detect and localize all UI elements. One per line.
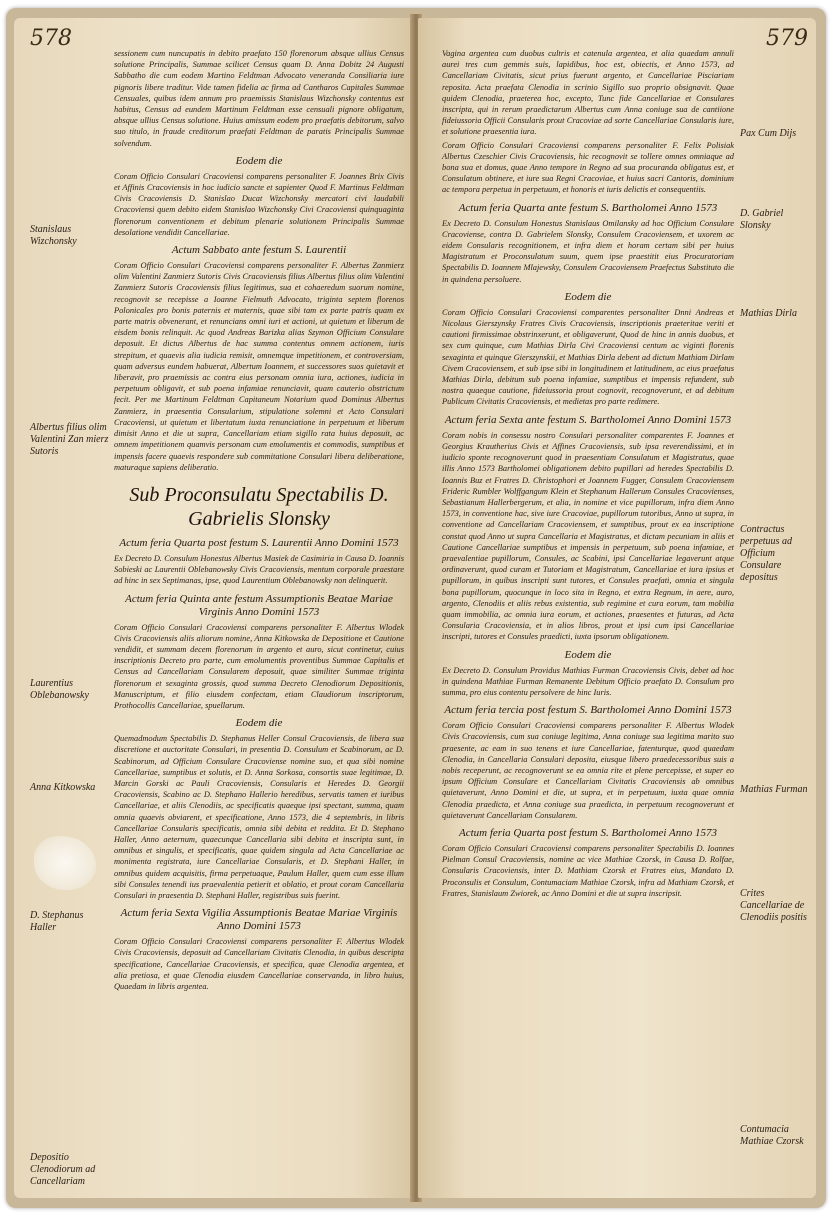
entry-paragraph: Coram Officio Consulari Cracoviensi comparens personaliter F. Joannes Brix Civis et Affinis Cracoviensis in hoc iudicio sancte et sapienter Quod F. Martinus Feldtman Civis Cracoviensis D. Stanislao Ducat Wizchonsky mercatori civi laudabili Cracoviensi quem debito eidem Stanislao Wizchonsky Civi Cracoviensi quinquaginta florenorum conventionem et debitum plenarie solutionem Principalis Summae desolatione vendidit Cancellariae. bbox=[114, 171, 404, 237]
entry-paragraph: Coram Officio Consulari Cracoviensi comparens personaliter F. Albertus Wlodek Civis Cracoviensis, cum sua coniuge legitima, Anna coniuge sua legitima marito suo praesente, ac eam in suo tenens et iure Cancellariae, fatenturque, quod quaedam Clenodia, in Cancellaria Consulari deposita, eiusque libero praedecessoribus suis a nobis receperunt, ac recognoverunt se ea omnia rite et plene percepisse, et super eo ipsum Officium Consulare et Cancellariam Civitatis Cracoviensis ab omnibus quietaverunt, Anno Domini et die, ut supra, et in perpetuum, iuxta quae omnia Clenodia praedicta, et Anna coniuge sua praedicta, in perpetuum recognoverunt et quietaverunt Cancellariam Consularem. bbox=[442, 721, 734, 820]
left-page-text-column bbox=[114, 48, 404, 994]
margin-note: Stanislaus Wizchonsky bbox=[30, 224, 77, 247]
entry-heading: Eodem die bbox=[564, 648, 612, 661]
book bbox=[6, 8, 826, 1208]
margin-note: D. Stephanus Haller bbox=[30, 910, 84, 933]
entry-heading: Actum feria Sexta ante festum S. Bartholomei Anno Domini 1573 bbox=[444, 413, 732, 426]
margin-note: Mathias Furman bbox=[740, 784, 808, 795]
margin-note: Albertus filius olim Valentini Zan mierz Sutoris bbox=[30, 422, 109, 457]
entry-heading: Eodem die bbox=[235, 154, 283, 167]
margin-note: Contumacia Mathiae Czorsk bbox=[740, 1124, 804, 1147]
margin-note: Contractus perpetuus ad Officium Consulare depositus bbox=[740, 524, 792, 583]
entry-paragraph: Ex Decreto D. Consulum Honestus Albertus Masiek de Casimiria in Causa D. Ioannis Sobieski ac Laurentii Oblebanowsky Civis Cracoviensis, mentum corporale praestare ad hinc in sex Septimanas, ipse, quod Laurentium Oblebanowsky non delinquerit. bbox=[114, 553, 404, 586]
entry-heading: Eodem die bbox=[564, 290, 612, 303]
entry-paragraph: sessionem cum nuncupatis in debito praefato 150 florenorum absque ullius Census solutione Principalis, Summae scilicet Census quam D. Anna Dobitz 24 Augusti Sabbatho die cum eodem Martino Feldtman Advocato veneranda Consiliaria iure pignoris libere traditur. Vide tamen fidelia ac firma ad Cantharos Capitales Summae Censuales, quibus idem annum pro praemissis Stanislaus Wizchonsky contentus est habitus, Census ad eundem Martinum Feldtman esse censuali pignore obligatum, absque ullius Census solutione. Huius amissum eodem pro praefatis debitorum, salvo suo titulo, in fraude creditorum praefati Feldtman de paratis Principalis Summae solvendum. bbox=[114, 49, 404, 148]
entry-paragraph: Coram Officio Consulari Cracoviensi comparens personaliter F. Felix Polisiak Albertus Czeschier Civis Cracoviensis, hic recognovit se tollere omnes omniaque ad bona sua et domus, quae Anno tempore in Regno ad sua procuranda obligatus est, et Consulatum obtinere, et iure sua Regni Cracoviae, et huius sacri Cantoris, dominium ac tempora perpetua in perpetuum, et honoris et iuris delictis et consequentiis. bbox=[442, 140, 734, 195]
entry-heading: Actum feria Quarta post festum S. Laurentii Anno Domini 1573 bbox=[119, 536, 399, 549]
margin-note: Pax Cum Dijs bbox=[740, 128, 797, 139]
entry-paragraph: Coram Officio Consulari Cracoviensi comparens personaliter F. Albertus Wlodek Civis Cracoviensis aliis aliorum nomine, Anna Kitkowska de Depositione et Cautione vendidit, et summam decem florenorum in argento et auro, sicut continetur, cuius inscriptionis Decreto pro parte, cum emolumentis proventibus Summae Capitalis et Census ad Cancellariam Consularem deposuit, quae similiter Summae triginta florenorum et sexaginta grossis, quod summa Decreto Clenodiorum Depositionis, Manuscriptum, et filio eiusdem confectam, etiam Claudiorum inscriptorum, Prothocollis Cancellariae, spuellarum. bbox=[114, 622, 404, 710]
margin-note: Depositio Clenodiorum ad Cancellariam bbox=[30, 1152, 96, 1187]
margin-note: Laurentius Oblebanowsky bbox=[30, 678, 89, 701]
margin-note: Crites Cancellariae de Clenodiis positis bbox=[740, 888, 807, 923]
entry-heading: Actum Sabbato ante festum S. Laurentii bbox=[171, 244, 347, 257]
entry-paragraph: Coram Officio Consulari Cracoviensi comparens personaliter F. Albertus Zanmierz olim Valentini Zanmierz Sutoris Civis Cracoviensis filius Albertus filius olim Valentini Zanmierz Sutoris Cracoviensis filius legitimus, sua et cohaeredum suorum nomine, recognovit se recepisse a Ioanne Fielmuth Advocato, triginta septem florenos Polonicales pro bonis paternis et maternis, quae sibi tam ex parte patris quam ex parte matris obvenerant, et renuncians omni iuri et actioni, ut quietum et liberum de eisdem bonis relinquit. Ac quod Andreas Barizka alias Szymon Officium Consulare deposuit. Et dictus Albertus de hac summa contentus omnem actionem, iuris strepitum, et quaevis alia iudicia remisit, omnemque impetitionem, et controversiam, quam adversus eundem habuerat, Albertum Ioannem, et successores suos quietavit et liberavit, pro praemissis ac contra eius personam omnia iura, actiones, iudicia in perpetuum obligavit, et sub poena infamiae renunciavit, quam cauterio obstrictum fecit. Per me Martinum Feldtman Capitaneum Notarium quod Dominus Albertus Zanmierz, in praesentia Consularium, stipulatione solemni et Acto Consulari Cracoviensi, ut quietum et libertatum iuxta renunciatione in perpetuum et liberum dimisit Anno et die ut supra, Cancellariam etiam sigillo rata huius deposuit, ac omnem impetitionem quamvis personam cum emolumentis et commodis, sumptibus et impensis facere quaevis respondere sub commitatione Consulari libera deliberatione, maturaque sapiens deliberatio. bbox=[114, 261, 404, 472]
entry-paragraph: Ex Decreto D. Consulum Providus Mathias Furman Cracoviensis Civis, debet ad hoc in quindena Mathiae Furman Remanente Debitum Officio praefato D. Consulum pro summa, pro eius contentu persolvere de hinc Iuris. bbox=[442, 665, 734, 697]
entry-heading: Eodem die bbox=[235, 717, 283, 730]
entry-paragraph: Quemadmodum Spectabilis D. Stephanus Heller Consul Cracoviensis, de libera sua discretione et auctoritate Consulari, in presentia D. Consulum et Scabinorum, ac D. Scabinorum, ad Officium Consulare Cracoviense nomine suo, et qua sibi nomine Cancellariae, sumptibus et solutis, et D. Anna Sorkosa, consortis suae legitimae, D. Marcin Gorski ac Pauli Cracoviensis, Consularis et Heredes D. Georgii Cracoviensis, Scabino ac D. Stephano Hallerio heredibus, servatis tamen et iuribus Cancellariae, et aliis Clenodiis, ac specificatis quaeque ipsi spectant, summa, quam omnia quaevis obviarent, et specificatione, Anno 1573, die 4 septembris, in libris Cancellariae Consularis specificatis, omnia sibi debita et reddita. Et D. Stephano Haller, Anno aeternum, quaecunque Cancellaria sibi debita et inscripta sunt, in omnibus et singulis, et specificatis, quae quidem singula ad Acta Cancellariae ac monimenta registrata, iure Cancellariae Consularis, et D. Stephani Haller, in omnibus quidem acquisitis, firma perpetuaque, Paulum Haller, quem cum esse illum sibi Consules tenendi ius praevalentia petierit et oblatio, et prout coram Cancellaria Consulari in praesentia D. Stephani Haller, registribus suis fuerint. bbox=[114, 734, 404, 900]
margin-note: Mathias Dirla bbox=[740, 308, 797, 319]
proconsulate-heading: Sub Proconsulatu Spectabilis D. Gabrielis Slonsky bbox=[129, 483, 389, 530]
entry-paragraph: Vagina argentea cum duobus cultris et catenula argentea, et alia quaedam annuli aurei tres cum gemmis suis, lapidibus, hoc est, obiectis, et Anno 1573, ad Cancellariam Civitatis, sicut prius fuerunt argento, et Cancellariae Pisciariam reposita. Acta praefata Clenodia in scrinio Sigillo suo proprio obsignavit. Quae quidem Clenodia, praeterea hoc, excepto, Tunc fide Cancellariae et Consulares inscripta, qui in rerum praedictarum Albertus cum Anna coniuge sua de cantiione fideiussoria Officii Consularis prout Cracoviae ad sorte Cancellariae Consularis iure, et solutione praesentia iura. bbox=[442, 49, 734, 137]
entry-heading: Actum feria Quarta ante festum S. Bartholomei Anno 1573 bbox=[458, 201, 718, 214]
right-page-text-column bbox=[442, 48, 734, 901]
right-page bbox=[418, 18, 816, 1198]
entry-paragraph: Coram nobis in consessu nostro Consulari personaliter comparentes F. Joannes et Georgius Krautherius Civis et Affines Cracoviensis, sub ipsa reverendissimi, et in iudicio sponte recognoverunt quod in praesentiam Consulatum et Magistratus, quae illis Anno 1573 Bartholomei obligationem debito pupillari ad heredes Spectabilis D. Ioannis Buz et Fratres D. Christophori et Joannem Fugger, Consulem Cracoviensem Frideric Rumbler Wolffgangum Klein et Stephanum Hallerum Consules Cracovienses, Sebastianum Hallerbergerum, et alia, in nomine et vice pupillorum, infra diem Anno 1573, in conventione hac, sive iure Cracoviae, pupillorum tutoribus, Anno ut supra, in conventione ad Cancellariam Cracoviensem, et sumptibus, prout ex ea inscriptione constat quod Anno ut supra Cancellaria et Magistratus, et dictam pecuniam in aliis et Cautione Cancellariae sumptibus et impensis in perpetuum, sub poena infamiae, et praevalentiae pupillorum, Consules, ac Scabini, ipsi Cancellariae legaverunt atque ordinaverunt, quod curam et Tutoriam et Magistratum, Cancellariae et iura ipsius et pupillorum, in quibus inscripti sunt tutores, et Consules praefati, omnia et singula bona pupillorum, quocunque in loco sita in Regno, et extra Regnum, in aere, auro, argento, Clenodiis et aliis rebus existentia, sub regimine et cura eorum, tam mobilia quam immobilia, ac omnia iura eorum, et actiones, praesentes et futuras, ad Acta Consularia Cracoviensia, et in alios libros, prout et ipsi cum ipsi Cancellariae inscripti, tutores et Consules praedicti, iuxta ipsorum obligationem. bbox=[442, 430, 734, 642]
paper-stain bbox=[34, 836, 96, 890]
margin-note: Anna Kitkowska bbox=[30, 782, 96, 793]
entry-paragraph: Coram Officio Consulari Cracoviensi comparentes personaliter Dnni Andreas et Nicolaus Gierszynsky Fratres Civis Cracoviensis, inscriptionis praeteritae veriti et cautioni firmissimae obstrinxerunt, et obligaverunt, Quod de hinc in annis duobus, et sex cum quinque, cum Mathias Dirla Civi Cracoviensi centum ac viginti florenis sexaginta et quinque Gierszynskii, et Mathias Dirla debent ad dictum Mathiam Dirlam Civem Cracoviensem, et sub ipse sibi in longitudinem et latitudinem, ac eius praefatus Mathias Dirla, debitum sub poena infamiae, sumptibus et impensis refundent, sub nostra quaeque cautione, fideiussoria prout cognovit, recognoverunt, et ad debitum Publicum Civitatis Cracoviensis, et medietas pro parte redimere. bbox=[442, 307, 734, 407]
margin-note: D. Gabriel Slonsky bbox=[740, 208, 784, 231]
entry-paragraph: Coram Officio Consulari Cracoviensi comparens personaliter Spectabilis D. Ioannes Pielman Consul Cracoviensis, nomine ac vice Mathiae Czorsk, in Causa D. Rolfae, Consularis Cracoviensis, inter D. Mathiam Czorsk et Fratres eius, Mandato D. Proconsulis et Consulum, Contumaciam Mathiae Czorsk, infra ad Mathiam Czorsk, et Fratres, Stanislaum Zwiorek, ac Anno Domini et die ut supra inscripsit. bbox=[442, 843, 734, 898]
entry-paragraph: Coram Officio Consulari Cracoviensi comparens personaliter F. Albertus Wlodek Civis Cracoviensis, deposuit ad Cancellariam Civitatis Clenodia, in quibus descripta specificatione, Cancellariae Cracoviensis, et specifica, quae Clenodia argentea, et alia pretiosa, et quae Clenodia eiusdem Cancellariae conservanda, in libro huius, Quaedam in libris argentea. bbox=[114, 937, 404, 991]
entry-heading: Actum feria Quinta ante festum Assumptionis Beatae Mariae Virginis Anno Domini 1573 bbox=[125, 592, 393, 618]
entry-heading: Actum feria tercia post festum S. Bartholomei Anno Domini 1573 bbox=[444, 704, 732, 717]
entry-heading: Actum feria Sexta Vigilia Assumptionis Beatae Mariae Virginis Anno Domini 1573 bbox=[120, 907, 398, 933]
entry-heading: Actum feria Quarta post festum S. Bartholomei Anno 1573 bbox=[459, 826, 717, 839]
entry-paragraph: Ex Decreto D. Consulum Honestus Stanislaus Omilansky ad hoc Officium Consulare Cracoviense, contra D. Gabrielem Slonsky, Consulem Cracoviensem, et uxorem ac eidem Consularis recognitionem, et infra diem et horam certam sibi per huius Magistratum et Proconsulatum suum, quem ipse praestitit eius Procuratoriam Spectabilis D. Ioannem Mlajewsky, Consulem Cracoviensem Praefectus Substituto die in quindena persoluere. bbox=[442, 218, 734, 284]
left-page bbox=[14, 18, 412, 1198]
left-page-number: 578 bbox=[30, 26, 72, 51]
right-page-number: 579 bbox=[766, 26, 808, 51]
